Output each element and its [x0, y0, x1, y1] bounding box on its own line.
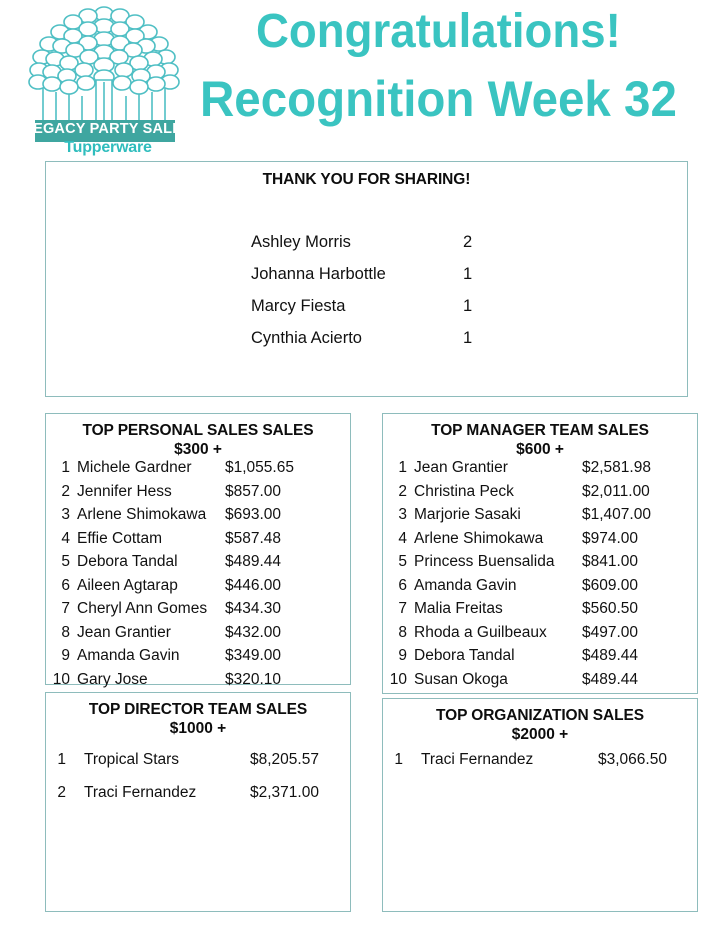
thank-you-for-sharing-panel — [45, 161, 688, 397]
rank-number: 7 — [398, 600, 407, 617]
personal-sales-list — [46, 459, 350, 694]
rank-number: 10 — [389, 670, 407, 688]
rank-number: 1 — [398, 459, 407, 476]
rank-name: Gary Jose — [77, 670, 148, 688]
rank-value: $974.00 — [582, 529, 639, 547]
rank-number: 6 — [398, 576, 407, 594]
rank-value: $432.00 — [225, 623, 282, 641]
table-row — [383, 577, 697, 601]
rank-value: $497.00 — [582, 623, 639, 641]
rank-name: Susan Okoga — [414, 670, 508, 688]
rank-value: $1,407.00 — [582, 506, 651, 523]
rank-name: Debora Tandal — [414, 647, 515, 664]
rank-name: Malia Freitas — [414, 600, 503, 617]
table-row — [46, 506, 350, 530]
table-row — [46, 751, 350, 784]
rank-value: $560.50 — [582, 600, 639, 617]
rank-name: Amanda Gavin — [414, 576, 517, 594]
rank-name: Aileen Agtarap — [77, 576, 178, 594]
table-row — [46, 577, 350, 601]
rank-number: 5 — [61, 553, 70, 570]
organization-sales-threshold: $2000 + — [511, 726, 569, 743]
rank-name: Marjorie Sasaki — [414, 506, 521, 523]
rank-value: $489.44 — [582, 647, 639, 664]
director-sales-title: TOP DIRECTOR TEAM SALES — [88, 701, 308, 718]
table-row — [46, 784, 350, 817]
rank-number: 7 — [61, 600, 70, 617]
sharing-title: THANK YOU FOR SHARING! — [262, 171, 471, 188]
page-header — [0, 0, 720, 155]
sharing-name: Ashley Morris — [251, 232, 351, 251]
rank-value: $609.00 — [582, 576, 639, 594]
rank-number: 3 — [398, 506, 407, 523]
rank-value: $8,205.57 — [250, 751, 319, 768]
rank-value: $3,066.50 — [598, 751, 667, 768]
manager-sales-threshold: $600 + — [516, 441, 564, 458]
top-organization-sales-panel — [382, 698, 698, 912]
rank-name: Jean Grantier — [414, 459, 508, 476]
rank-name: Princess Buensalida — [414, 553, 555, 570]
rank-number: 5 — [398, 553, 407, 570]
rank-number: 4 — [398, 529, 407, 547]
table-row — [383, 506, 697, 530]
rank-name: Traci Fernandez — [421, 751, 534, 768]
table-row — [46, 553, 350, 577]
rank-value: $587.48 — [225, 529, 282, 547]
organization-sales-title: TOP ORGANIZATION SALES — [436, 707, 644, 724]
rank-value: $446.00 — [225, 576, 282, 594]
manager-sales-title: TOP MANAGER TEAM SALES — [431, 422, 649, 439]
rank-name: Jean Grantier — [77, 623, 171, 641]
sharing-list — [251, 226, 531, 354]
rank-name: Arlene Shimokawa — [414, 529, 544, 547]
sharing-count: 1 — [463, 296, 473, 315]
rank-value: $841.00 — [582, 553, 639, 570]
rank-name: Debora Tandal — [77, 553, 178, 570]
rank-name: Christina Peck — [414, 482, 514, 500]
rank-value: $320.10 — [225, 670, 282, 688]
rank-number: 2 — [398, 482, 407, 500]
table-row — [383, 600, 697, 624]
rank-value: $2,011.00 — [582, 482, 650, 500]
legacy-party-sales-logo — [12, 2, 197, 154]
rank-number: 10 — [52, 670, 70, 688]
personal-sales-threshold: $300 + — [174, 441, 222, 458]
table-row — [46, 624, 350, 648]
personal-sales-title: TOP PERSONAL SALES SALES — [82, 422, 314, 439]
rank-value: $434.30 — [225, 600, 282, 617]
rank-number: 3 — [61, 506, 70, 523]
list-item — [251, 290, 531, 322]
table-row — [46, 600, 350, 624]
rank-value: $2,371.00 — [250, 784, 319, 801]
sharing-name: Marcy Fiesta — [251, 296, 346, 315]
table-row — [383, 671, 697, 695]
table-row — [383, 553, 697, 577]
logo-brand-text: Tupperware — [64, 139, 152, 156]
rank-value: $349.00 — [225, 647, 282, 664]
rank-number: 8 — [61, 623, 70, 641]
sharing-name: Cynthia Acierto — [251, 328, 362, 347]
rank-number: 1 — [394, 751, 403, 768]
rank-number: 1 — [57, 751, 66, 768]
rank-number: 2 — [57, 784, 66, 801]
list-item — [251, 226, 531, 258]
table-row — [383, 459, 697, 483]
table-row — [46, 671, 350, 695]
rank-number: 2 — [61, 482, 70, 500]
headline-congratulations: Congratulations! — [256, 5, 621, 58]
manager-sales-list — [383, 459, 697, 694]
table-row — [383, 483, 697, 507]
top-personal-sales-panel — [45, 413, 351, 688]
rank-number: 1 — [61, 459, 70, 476]
table-row — [383, 647, 697, 671]
rank-name: Rhoda a Guilbeaux — [414, 623, 547, 641]
logo-bar-text: LEGACY PARTY SALES — [24, 121, 192, 137]
rank-name: Effie Cottam — [77, 529, 163, 547]
rank-value: $2,581.98 — [582, 459, 651, 476]
rank-value: $857.00 — [225, 482, 282, 500]
table-row — [46, 530, 350, 554]
rank-number: 6 — [61, 576, 70, 594]
sharing-name: Johanna Harbottle — [251, 264, 386, 283]
table-row — [383, 751, 697, 784]
rank-name: Arlene Shimokawa — [77, 506, 207, 523]
sharing-count: 1 — [463, 264, 473, 283]
sharing-count: 1 — [463, 328, 473, 347]
rank-value: $1,055.65 — [225, 459, 294, 476]
rank-value: $489.44 — [582, 670, 639, 688]
banyan-tree-icon — [12, 2, 197, 154]
rank-value: $489.44 — [225, 553, 282, 570]
rank-name: Michele Gardner — [77, 459, 192, 476]
rank-number: 9 — [398, 647, 407, 664]
organization-sales-list — [383, 751, 697, 784]
rank-name: Tropical Stars — [84, 751, 180, 768]
rank-name: Traci Fernandez — [84, 784, 197, 801]
table-row — [46, 647, 350, 671]
table-row — [383, 530, 697, 554]
sharing-count: 2 — [463, 232, 473, 251]
list-item — [251, 258, 531, 290]
rank-name: Jennifer Hess — [77, 482, 172, 500]
table-row — [46, 483, 350, 507]
top-manager-team-sales-panel — [382, 413, 698, 694]
table-row — [46, 459, 350, 483]
rank-number: 9 — [61, 647, 70, 664]
rank-number: 8 — [398, 623, 407, 641]
director-sales-list — [46, 751, 350, 817]
top-director-team-sales-panel — [45, 692, 351, 912]
headline-recognition-week: Recognition Week 32 — [200, 71, 677, 127]
rank-name: Cheryl Ann Gomes — [77, 600, 208, 617]
rank-value: $693.00 — [225, 506, 282, 523]
table-row — [383, 624, 697, 648]
rank-number: 4 — [61, 529, 70, 547]
rank-name: Amanda Gavin — [77, 647, 180, 664]
director-sales-threshold: $1000 + — [169, 720, 227, 737]
list-item — [251, 322, 531, 354]
